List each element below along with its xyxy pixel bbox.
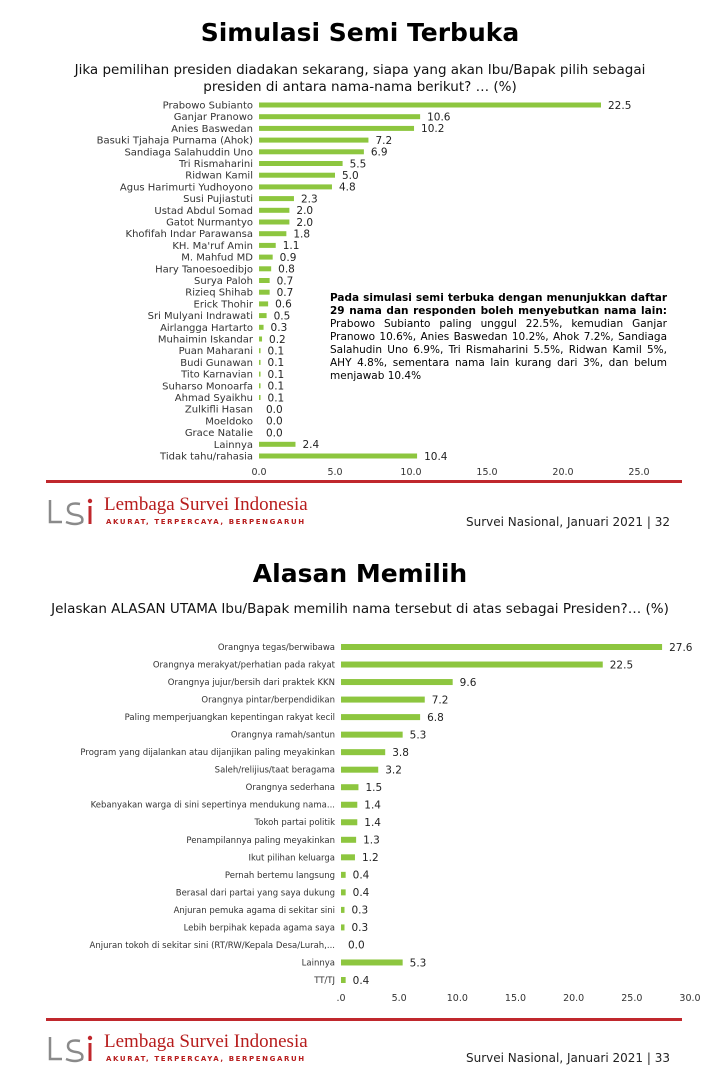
category-label: Ahmad Syaikhu — [174, 393, 253, 404]
category-label: Lainnya — [213, 439, 253, 451]
category-label: Budi Gunawan — [180, 357, 253, 369]
value-label: 0.1 — [267, 345, 285, 358]
bar — [259, 208, 289, 213]
value-label: 3.8 — [392, 746, 409, 759]
logo-tagline: AKURAT, TERPERCAYA, BERPENGARUH — [106, 518, 306, 526]
category-label: Muhaimin Iskandar — [157, 334, 253, 346]
logo-name: Lembaga Survei Indonesia — [104, 1031, 308, 1052]
slide-alasan-memilih — [0, 538, 720, 1077]
axis-tick-label: 25.0 — [621, 993, 643, 1004]
value-label: 0.1 — [267, 380, 285, 393]
value-label: 22.5 — [609, 659, 634, 672]
value-label: 1.1 — [282, 240, 300, 253]
value-label: 5.3 — [409, 957, 427, 970]
bar — [259, 337, 262, 342]
category-label: Tokoh partai politik — [254, 818, 335, 829]
category-label: Berasal dari partai yang saya dukung — [175, 888, 335, 899]
category-label: Suharso Monoarfa — [162, 381, 253, 393]
bar — [259, 266, 271, 271]
value-label: 5.0 — [342, 169, 359, 182]
category-label: KH. Ma'ruf Amin — [172, 240, 253, 252]
axis-tick-label: 5.0 — [391, 993, 407, 1004]
category-label: Orangnya jujur/bersih dari praktek KKN — [167, 678, 335, 689]
bar — [341, 924, 344, 930]
category-label: Basuki Tjahaja Purnama (Ahok) — [96, 135, 253, 147]
category-label: Ganjar Pranowo — [173, 112, 253, 124]
value-label: 0.3 — [351, 922, 369, 935]
axis-tick-label: 20.0 — [552, 467, 574, 478]
category-label: Tidak tahu/rahasia — [160, 451, 253, 463]
value-label: 5.5 — [349, 158, 367, 171]
category-label: Puan Maharani — [178, 346, 253, 358]
value-label: 0.4 — [352, 887, 370, 900]
value-label: 0.5 — [273, 310, 291, 323]
bar — [341, 959, 403, 965]
bar — [341, 977, 346, 983]
lsi-logo-icon — [46, 1033, 98, 1065]
summary-note-body: Prabowo Subianto paling unggul 22.5%, kemudian Ganjar Pranowo 10.6%, Anies Baswedan 10.2%, Ahok 7.2%, Sandiaga Salahudin Uno 6.9%, Tri Rismaharini 5.5%, Ridwan Kamil 5%, AHY 4.8%, sementara nama lain kurang dari 3%, dan belum menjawab 10.4% — [330, 318, 667, 382]
value-label: 10.2 — [421, 123, 445, 136]
bar — [259, 348, 261, 353]
value-label: 0.0 — [348, 939, 365, 952]
category-label: Orangnya pintar/berpendidikan — [201, 695, 335, 706]
value-label: 5.3 — [409, 729, 427, 742]
value-label: 1.5 — [365, 781, 383, 794]
bar — [259, 442, 295, 447]
value-label: 0.4 — [352, 974, 370, 987]
category-label: Saleh/relijius/taat beragama — [214, 765, 335, 776]
value-label: 0.3 — [270, 322, 288, 335]
bar — [341, 644, 662, 650]
bar — [341, 907, 344, 913]
bar — [341, 679, 453, 685]
value-label: 0.9 — [279, 251, 297, 264]
bar — [259, 301, 268, 306]
bar — [259, 454, 417, 459]
category-label: Khofifah Indar Parawansa — [125, 229, 253, 241]
bar — [259, 161, 343, 166]
value-label: 0.3 — [351, 904, 369, 917]
category-label: Agus Harimurti Yudhoyono — [119, 182, 253, 194]
value-label: 10.4 — [424, 450, 448, 463]
value-label: 9.6 — [459, 676, 477, 689]
category-label: Anjuran pemuka agama di sekitar sini — [173, 905, 335, 916]
value-label: 0.0 — [266, 403, 283, 416]
category-label: Moeldoko — [205, 416, 253, 428]
bar — [259, 313, 267, 318]
summary-note — [330, 292, 667, 383]
bar — [259, 149, 364, 154]
value-label: 6.9 — [370, 146, 388, 159]
category-label: Tito Karnavian — [181, 369, 253, 381]
value-label: 7.2 — [375, 134, 393, 147]
value-label: 27.6 — [669, 641, 693, 654]
value-label: 0.7 — [276, 275, 294, 288]
value-label: 0.4 — [352, 869, 370, 882]
value-label: 4.8 — [338, 181, 356, 194]
bar — [259, 220, 289, 225]
category-label: Orangnya merakyat/perhatian pada rakyat — [152, 660, 335, 671]
bar — [341, 714, 420, 720]
bar — [341, 732, 403, 738]
category-label: Ikut pilihan keluarga — [248, 853, 335, 864]
category-label: Erick Thohir — [193, 299, 253, 311]
category-label: Grace Natalie — [184, 428, 253, 440]
category-label: Orangnya ramah/santun — [230, 730, 335, 741]
category-label: Susi Pujiastuti — [183, 194, 253, 206]
candidate-bar-chart — [0, 0, 720, 538]
bar — [259, 243, 276, 248]
axis-tick-label: 30.0 — [679, 993, 701, 1004]
category-label: Anjuran tokoh di sekitar sini (RT/RW/Kepala Desa/Lurah,... — [89, 940, 335, 951]
category-label: Lebih berpihak kepada agama saya — [183, 923, 335, 934]
value-label: 1.2 — [361, 852, 379, 865]
category-label: Hary Tanoesoedibjo — [155, 264, 253, 276]
value-label: 0.1 — [267, 392, 285, 405]
slide-semi-terbuka — [0, 0, 720, 538]
bar — [341, 802, 357, 808]
bar — [259, 278, 270, 283]
bar — [259, 231, 286, 236]
category-label: Ustad Abdul Somad — [154, 205, 253, 217]
category-label: Penampilannya paling meyakinkan — [186, 835, 335, 846]
category-label: Anies Baswedan — [171, 123, 253, 135]
bar — [259, 325, 264, 330]
slide-title: Alasan Memilih — [252, 559, 468, 588]
value-label: 2.0 — [296, 205, 314, 218]
lsi-logo — [46, 1031, 346, 1071]
reason-bar-chart — [0, 538, 720, 1077]
category-label: Kebanyakan warga di sini sepertinya mendukung nama... — [90, 800, 335, 811]
category-label: Prabowo Subianto — [162, 100, 253, 112]
bar — [259, 290, 270, 295]
axis-tick-label: 15.0 — [504, 993, 527, 1004]
category-label: Orangnya sederhana — [245, 783, 335, 794]
bar — [341, 837, 356, 843]
value-label: 10.6 — [427, 111, 451, 124]
bar — [259, 184, 332, 189]
value-label: 2.0 — [296, 216, 314, 229]
bar — [259, 126, 414, 131]
bar — [259, 372, 261, 377]
lsi-logo — [46, 494, 346, 534]
bar — [259, 255, 273, 260]
value-label: 7.2 — [431, 694, 449, 707]
axis-tick-label: 0.0 — [251, 467, 267, 478]
category-label: Airlangga Hartarto — [160, 322, 253, 334]
value-label: 0.8 — [278, 263, 295, 276]
axis-tick-label: 25.0 — [628, 467, 650, 478]
category-label: Rizieq Shihab — [185, 287, 253, 299]
bar — [259, 383, 261, 388]
value-label: 1.4 — [364, 817, 381, 830]
value-label: 0.1 — [267, 357, 285, 370]
category-label: M. Mahfud MD — [181, 252, 253, 264]
value-label: 3.2 — [385, 764, 402, 777]
axis-tick-label: 10.0 — [446, 993, 468, 1004]
bar — [341, 889, 346, 895]
bar — [259, 138, 368, 143]
axis-tick-label: 15.0 — [476, 467, 498, 478]
logo-name: Lembaga Survei Indonesia — [104, 494, 308, 515]
bar — [259, 114, 420, 119]
category-label: Zulkifli Hasan — [184, 404, 253, 416]
page-footer: Survei Nasional, Januari 2021 | 33 — [466, 1051, 670, 1065]
value-label: 22.5 — [608, 99, 632, 112]
value-label: 1.3 — [363, 834, 380, 847]
bar — [341, 819, 357, 825]
bar — [259, 173, 335, 178]
bar — [259, 103, 601, 108]
value-label: 2.3 — [300, 193, 318, 206]
category-label: Tri Rismaharini — [179, 159, 253, 170]
category-label: TT/TJ — [314, 975, 335, 986]
category-label: Paling memperjuangkan kepentingan rakyat kecil — [124, 713, 335, 724]
value-label: 0.2 — [269, 333, 286, 346]
survey-question: Jelaskan ALASAN UTAMA Ibu/Bapak memilih nama tersebut di atas sebagai Presiden?… (%) — [51, 601, 669, 617]
value-label: 6.8 — [427, 711, 444, 724]
survey-question: Jika pemilihan presiden diadakan sekarang, siapa yang akan Ibu/Bapak pilih sebagai presiden di antara nama-nama berikut? … (%) — [74, 62, 646, 95]
bar — [341, 662, 603, 668]
value-label: 0.6 — [275, 298, 292, 311]
value-label: 1.4 — [364, 799, 381, 812]
page-footer: Survei Nasional, Januari 2021 | 32 — [466, 515, 670, 529]
category-label: Orangnya tegas/berwibawa — [217, 642, 335, 653]
footer-divider — [46, 480, 682, 483]
summary-note-lead: Pada simulasi semi terbuka dengan menunjukkan daftar 29 nama dan responden boleh menyebutkan nama lain: — [330, 292, 667, 317]
axis-tick-label: .0 — [336, 993, 346, 1004]
bar — [341, 767, 378, 773]
category-label: Sri Mulyani Indrawati — [147, 311, 253, 323]
bar — [259, 395, 261, 400]
bar — [259, 360, 261, 365]
lsi-logo-icon — [46, 496, 98, 528]
axis-tick-label: 10.0 — [400, 467, 422, 478]
category-label: Pernah bertemu langsung — [224, 870, 335, 881]
axis-tick-label: 5.0 — [327, 467, 343, 478]
bar — [341, 749, 385, 755]
bar — [259, 196, 294, 201]
category-label: Gatot Nurmantyo — [166, 217, 253, 229]
value-label: 0.7 — [276, 286, 294, 299]
category-label: Program yang dijalankan atau dijanjikan paling meyakinkan — [80, 748, 335, 759]
value-label: 0.1 — [267, 368, 285, 381]
category-label: Sandiaga Salahuddin Uno — [124, 147, 253, 159]
logo-tagline: AKURAT, TERPERCAYA, BERPENGARUH — [106, 1055, 306, 1063]
value-label: 2.4 — [302, 439, 320, 452]
bar — [341, 872, 346, 878]
value-label: 0.0 — [266, 427, 283, 440]
category-label: Surya Paloh — [194, 276, 253, 287]
category-label: Ridwan Kamil — [185, 170, 253, 182]
bar — [341, 784, 358, 790]
footer-divider — [46, 1018, 682, 1021]
axis-tick-label: 20.0 — [563, 993, 585, 1004]
bar — [341, 697, 425, 703]
bar — [341, 854, 355, 860]
value-label: 1.8 — [293, 228, 311, 241]
slide-title: Simulasi Semi Terbuka — [200, 18, 520, 47]
value-label: 0.0 — [266, 415, 283, 428]
category-label: Lainnya — [301, 958, 335, 969]
